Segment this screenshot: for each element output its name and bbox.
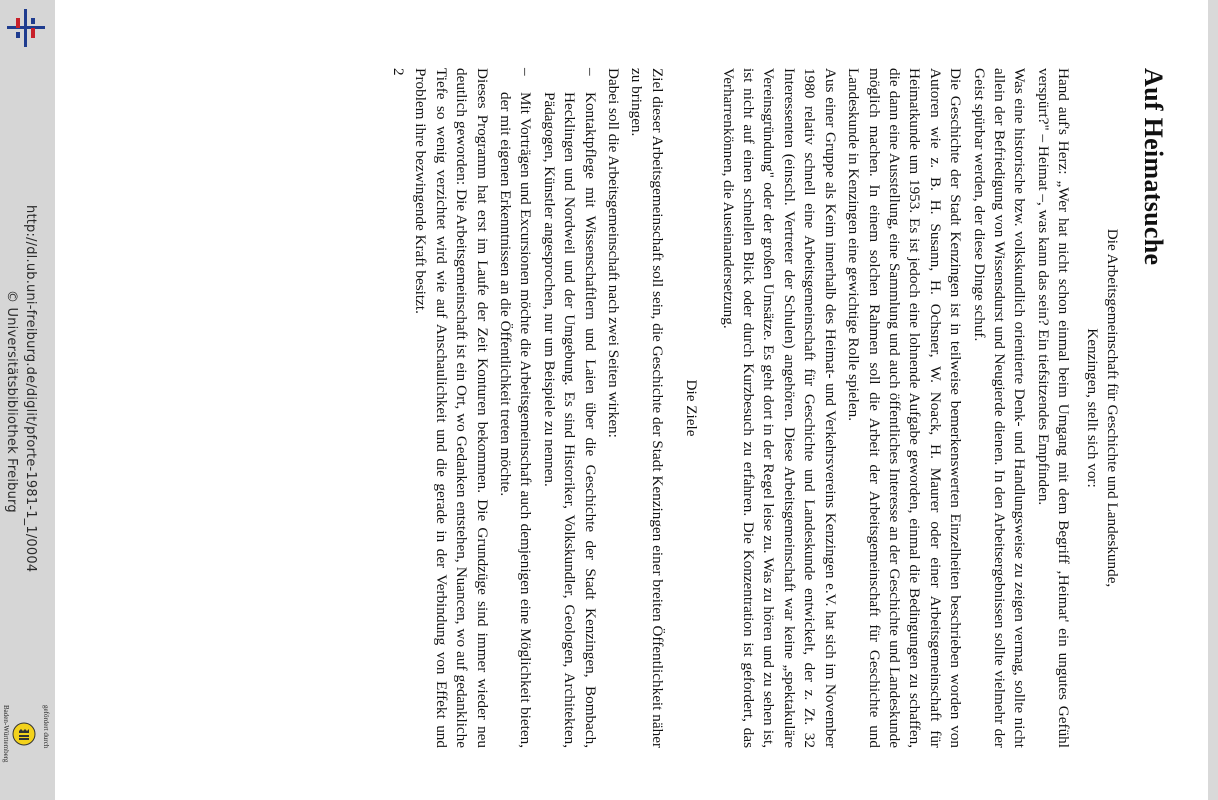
page-marker: 2 xyxy=(390,68,407,76)
list-marker: – xyxy=(517,68,535,76)
section-heading: Die Ziele xyxy=(683,379,701,437)
list-item-text: Mit Vorträgen und Excursionen möchte die Arbeitsgemeinschaft auch demjenigen eine Möglichkeit bieten, der mit eigenen Erkenntnissen an die Öffentlichkeit treten möchte. xyxy=(497,92,535,748)
ub-freiburg-logo-icon xyxy=(4,6,48,50)
footer-copyright: © Universitätsbibliothek Freiburg xyxy=(4,290,19,513)
goals-intro: Ziel dieser Arbeitsgemeinschaft soll sein, die Geschichte der Stadt Kenzingen einer breiten Öffentlichkeit näher zu bringen. xyxy=(628,68,666,748)
list-marker: – xyxy=(581,68,599,76)
paragraph: Hand auf's Herz: „Wer hat nicht schon einmal beim Umgang mit dem Begriff ‚Heimat' ein ungutes Gefühl verspürt?" – Heimat –, was kann das sein? Ein tiefsitzendes Empfinden. xyxy=(1034,68,1073,748)
paragraph: Aus einer Gruppe als Keim innerhalb des Heimat- und Verkehrsvereins Kenzingen e.V. hat sich im November 1980 relativ schnell eine Arbeitsgemeinschaft für Geschichte und Landeskunde entwickelt, der z. Zt. 32 Interessenten (einschl. Vertreter der Schulen) angehören. Diese Arbeitsgemeinschaft war keine „spektakuläre Vereinsgründung" oder der großen Umsätze. Es geht dort in der Regel leise zu. Was zu hören und zu sehen ist, ist nicht auf einen schnellen Blick oder durch Kurzbesuch zu erfahren. Die Konzentration ist gefordert, das Verharrenkönnen, die Auseinandersetzung. xyxy=(719,68,839,748)
paragraph: Die Geschichte der Stadt Kenzingen ist in teilweise bemerkenswerten Einzelheiten beschrieben worden von Autoren wie z. B. H. Susann, H. Ochsner, W. Noack, H. Maurer oder einer Arbeitsgemeinschaft für Heimatkunde um 1953. Es ist jedoch eine lohnende Aufgabe geworden, einmal die Bedingungen zu schaffen, die dann eine Ausstellung, eine Sammlung und auch öffentliches Interesse an der Geschichte und Landeskunde möglich machen. In einem solchen Rahmen soll die Arbeit der Arbeitsgemeinschaft für Geschichte und Landeskunde in Kenzingen eine gewichtige Rolle spielen. xyxy=(845,68,965,748)
baden-wuerttemberg-seal-icon xyxy=(12,722,36,746)
intro-line-2: Kenzingen, stellt sich vor: xyxy=(1083,328,1101,488)
article-title: Auf Heimatsuche xyxy=(1139,68,1168,266)
closing-paragraph: Dieses Programm hat erst im Laufe der Zeit Konturen bekommen. Die Grundzüge sind immer wieder neu deutlich geworden: Die Arbeitsgemeinschaft ist ein Ort, wo Gedanken entstehen, Nuancen, wo auf gedankliche Tiefe so wenig verzichtet wird wie auf Anschaulichkeit und die gerade in der Verbindung von Effekt und Problem ihre bezwingende Kraft besitzt. xyxy=(412,68,491,748)
list-item xyxy=(538,68,599,748)
seal-caption-bottom: Baden-Württemberg xyxy=(2,705,10,763)
paragraph: Was eine historische bzw. volkskundlich orientierte Denk- und Handlungsweise zu zeigen vermag, sollte nicht allein der Befriedigung von Wissensdurst und Neugierde dienen. In den Arbeitsergebnissen sollte vielmehr der Geist spürbar werden, der diese Dinge schuf. xyxy=(970,68,1029,748)
seal-caption-top: gefördert durch xyxy=(42,705,50,749)
scanned-page xyxy=(58,0,1208,800)
list-item-text: Kontaktpflege mit Wissenschaftlern und Laien über die Geschichte der Stadt Kenzingen, Bombach, Hecklingen und Nordweil und der Umgebung. Es sind Historiker, Volkskundler, Geologen, Architekten, Pädagogen, Künstler angesprochen, nur um Beispiele zu nennen. xyxy=(540,92,599,748)
footer-url-link[interactable]: http://dl.ub.uni-freiburg.de/diglit/pforte-1981-1_1/0004 xyxy=(23,205,38,573)
article xyxy=(388,68,1168,748)
list-item xyxy=(495,68,536,748)
intro-line-1: Die Arbeitsgemeinschaft für Geschichte und Landeskunde, xyxy=(1104,228,1121,588)
scan-edge xyxy=(1208,0,1218,800)
goals-lead: Dabei soll die Arbeitsgemeinschaft nach zwei Seiten wirken: xyxy=(605,68,623,438)
